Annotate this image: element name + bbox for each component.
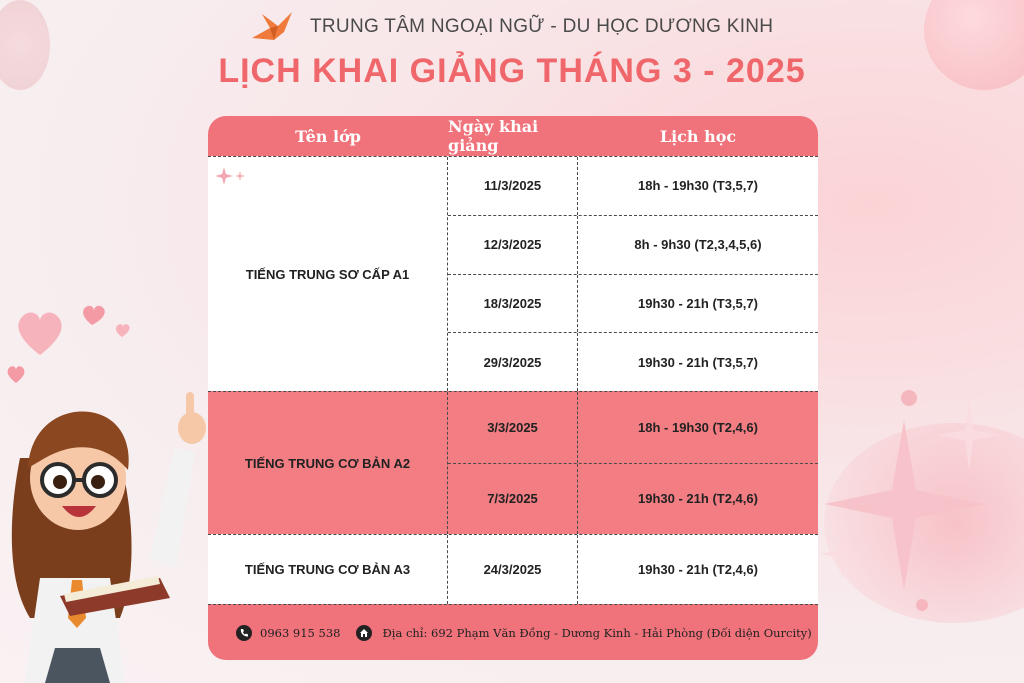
table-row bbox=[448, 157, 818, 215]
page-title: LỊCH KHAI GIẢNG THÁNG 3 - 2025 bbox=[218, 52, 806, 90]
class-name: TIẾNG TRUNG SƠ CẤP A1 bbox=[245, 266, 410, 282]
contact-footer bbox=[208, 604, 818, 660]
table-row bbox=[448, 463, 818, 535]
table-row bbox=[448, 215, 818, 274]
class-name-cell bbox=[208, 157, 448, 391]
table-row bbox=[448, 274, 818, 333]
schedule-cell: 19h30 - 21h (T2,4,6) bbox=[638, 491, 758, 507]
phone-icon bbox=[236, 625, 252, 641]
start-date-cell: 3/3/2025 bbox=[448, 392, 578, 463]
class-group-a1 bbox=[208, 156, 818, 391]
start-date-cell: 7/3/2025 bbox=[448, 464, 578, 535]
schedule-table bbox=[208, 116, 818, 660]
start-date-cell: 11/3/2025 bbox=[448, 157, 578, 215]
schedule-cell: 18h - 19h30 (T2,4,6) bbox=[638, 419, 758, 435]
start-date-cell: 12/3/2025 bbox=[448, 216, 578, 274]
schedule-cell: 19h30 - 21h (T2,4,6) bbox=[638, 562, 758, 577]
hearts-decoration bbox=[0, 285, 150, 385]
column-header-start-date: Ngày khai giảng bbox=[448, 117, 539, 155]
table-body bbox=[208, 156, 818, 604]
schedule-cell: 19h30 - 21h (T3,5,7) bbox=[638, 295, 758, 311]
schedule-cell: 18h - 19h30 (T3,5,7) bbox=[638, 178, 758, 194]
teacher-illustration bbox=[0, 388, 230, 683]
sparkles-decoration bbox=[804, 380, 1004, 620]
phone-number[interactable]: 0963 915 538 bbox=[260, 625, 341, 640]
table-header bbox=[208, 116, 818, 156]
class-name: TIẾNG TRUNG CƠ BẢN A3 bbox=[244, 562, 411, 577]
home-icon bbox=[356, 625, 372, 641]
class-name: TIẾNG TRUNG CƠ BẢN A2 bbox=[244, 455, 411, 471]
table-row bbox=[448, 392, 818, 463]
class-name-cell bbox=[208, 535, 448, 604]
schedule-cell: 8h - 9h30 (T2,3,4,5,6) bbox=[634, 237, 762, 253]
column-header-schedule: Lịch học bbox=[659, 126, 737, 146]
class-group-a3 bbox=[208, 534, 818, 604]
class-group-a2 bbox=[208, 391, 818, 534]
address: Địa chỉ: 692 Phạm Văn Đồng - Dương Kinh - Hải Phòng (Đối diện Ourcity) bbox=[382, 625, 812, 640]
table-row bbox=[448, 332, 818, 391]
start-date-cell: 29/3/2025 bbox=[448, 333, 578, 391]
origami-bird-logo bbox=[248, 10, 296, 44]
sparkle-icon bbox=[214, 165, 248, 187]
schedule-cell: 19h30 - 21h (T3,5,7) bbox=[638, 354, 758, 370]
center-name: TRUNG TÂM NGOẠI NGỮ - DU HỌC DƯƠNG KINH bbox=[310, 16, 774, 37]
header bbox=[248, 10, 788, 44]
start-date-cell: 24/3/2025 bbox=[448, 535, 578, 604]
class-name-cell bbox=[208, 392, 448, 534]
start-date-cell: 18/3/2025 bbox=[448, 275, 578, 333]
column-header-class: Tên lớp bbox=[295, 126, 361, 146]
table-row bbox=[448, 535, 818, 604]
